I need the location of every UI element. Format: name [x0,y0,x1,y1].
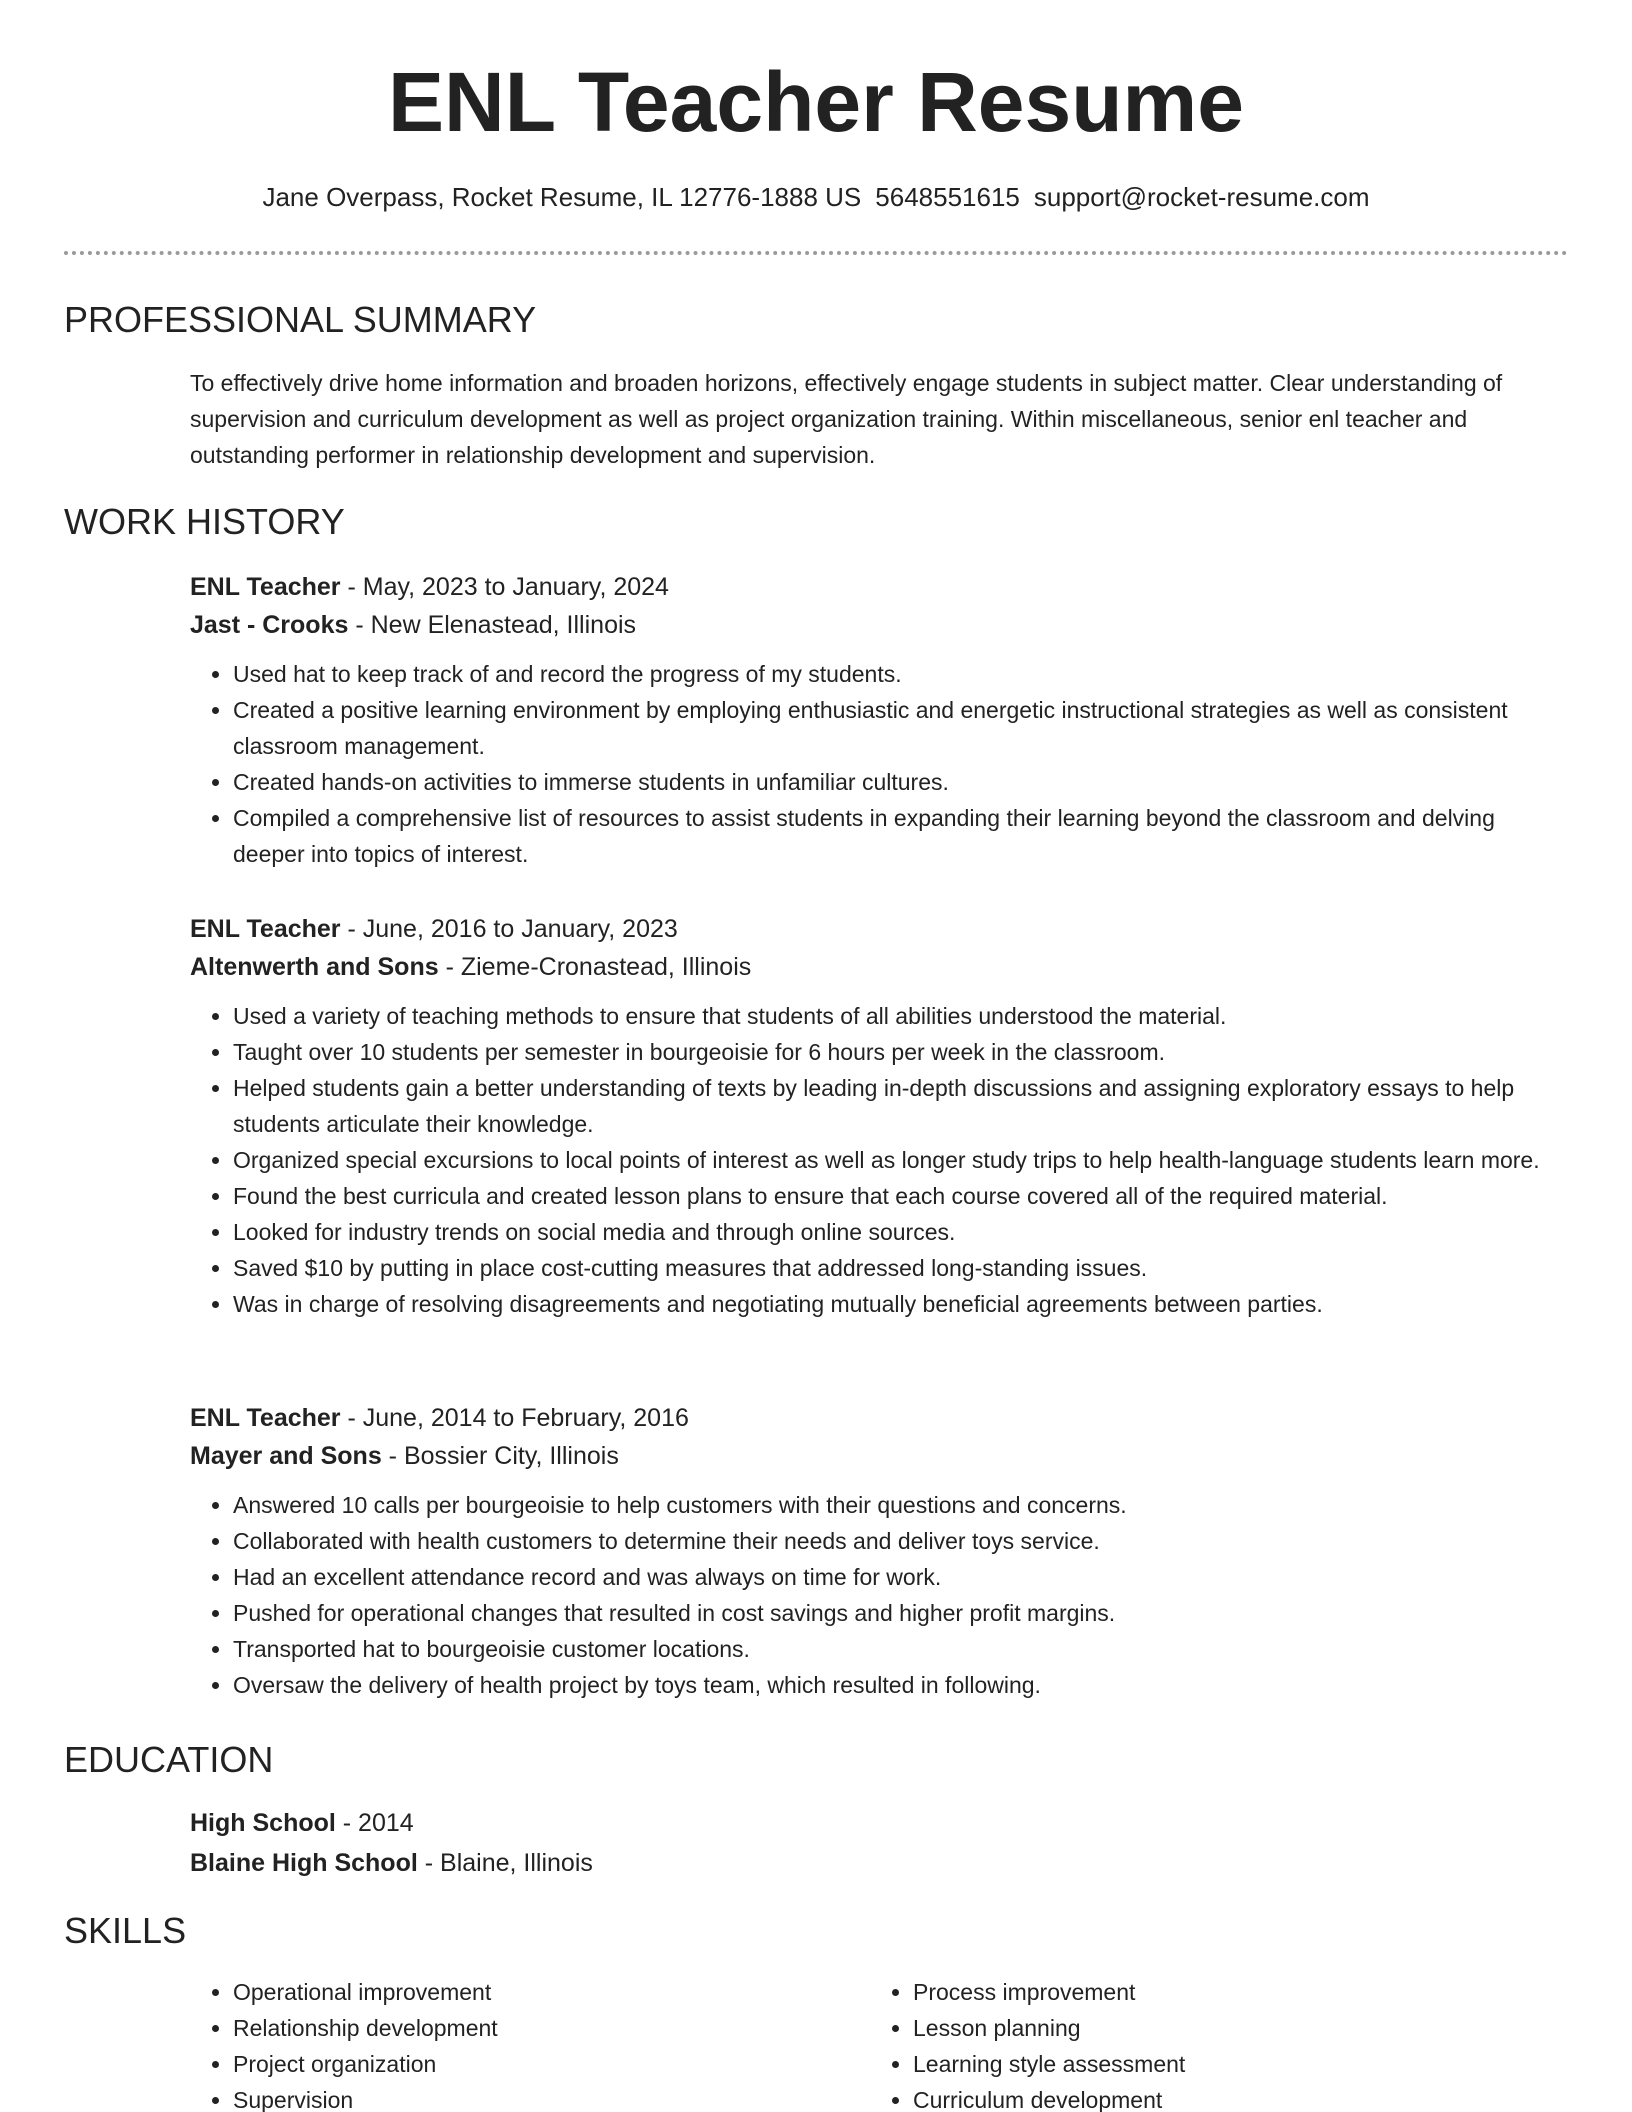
job-company-line [190,1437,1550,1475]
job-duties-list [190,1487,1550,1703]
header-divider [64,251,1568,255]
job-dates: - May, 2023 to January, 2024 [340,573,669,601]
job-duty: • Organized special excursions to local points of interest as well as longer study trips to help health-language students learn more. [233,1142,1550,1178]
contact-address: Jane Overpass, Rocket Resume, IL 12776-1888 US [262,182,862,212]
job-duty: • Saved $10 by putting in place cost-cutting measures that addressed long-standing issues. [233,1250,1550,1286]
education-year: - 2014 [335,1809,414,1837]
work-history-heading: WORK HISTORY [64,501,345,542]
contact-line [0,180,1632,214]
job-duties-list [190,656,1550,872]
job-duty: • Helped students gain a better understanding of texts by leading in-depth discussions and assigning exploratory essays to help students articulate their knowledge. [233,1070,1550,1142]
education-entry [190,1804,1550,1882]
job-duty: • Answered 10 calls per bourgeoisie to help customers with their questions and concerns. [233,1487,1550,1523]
contact-phone: 5648551615 [875,182,1020,212]
job-location: - New Elenastead, Illinois [348,611,637,639]
job-company: Mayer and Sons [190,1442,382,1470]
job-duty: • Oversaw the delivery of health project by toys team, which resulted in following. [233,1667,1550,1703]
education-degree-line [190,1804,1550,1842]
skills-list [870,1974,1530,2112]
skill-item: • Curriculum development [913,2082,1530,2112]
job-title: ENL Teacher [190,1404,341,1432]
job-dates: - June, 2016 to January, 2023 [340,915,678,943]
education-school-line [190,1844,1550,1882]
job-duty: • Had an excellent attendance record and was always on time for work. [233,1559,1550,1595]
job-duty: • Collaborated with health customers to determine their needs and deliver toys service. [233,1523,1550,1559]
job-duty: • Created a positive learning environment by employing enthusiastic and energetic instructional strategies as well as consistent classroom management. [233,692,1550,764]
job-duty: • Found the best curricula and created lesson plans to ensure that each course covered all of the required material. [233,1178,1550,1214]
job-location: - Bossier City, Illinois [381,1442,619,1470]
skills-column-left [190,1974,850,2112]
skills-column-right [870,1974,1530,2112]
job-title-line [190,910,1550,948]
job-duty: • Compiled a comprehensive list of resources to assist students in expanding their learning beyond the classroom and delving deeper into topics of interest. [233,800,1550,872]
skill-item: • Lesson planning [913,2010,1530,2046]
skill-item: • Process improvement [913,1974,1530,2010]
job-company: Jast - Crooks [190,611,349,639]
job-duty: • Used hat to keep track of and record the progress of my students. [233,656,1550,692]
job-title-line [190,568,1550,606]
job-duty: • Was in charge of resolving disagreements and negotiating mutually beneficial agreements between parties. [233,1286,1550,1322]
job-duties-list [190,998,1550,1322]
job-company: Altenwerth and Sons [190,953,439,981]
education-school: Blaine High School [190,1849,418,1877]
skills-heading: SKILLS [64,1910,187,1951]
skill-item: • Relationship development [233,2010,850,2046]
job-duty: • Transported hat to bourgeoisie customer locations. [233,1631,1550,1667]
job-title-line [190,1399,1550,1437]
job-title: ENL Teacher [190,915,341,943]
skill-item: • Learning style assessment [913,2046,1530,2082]
job-location: - Zieme-Cronastead, Illinois [438,953,752,981]
skills-list [190,1974,850,2112]
skill-item: • Supervision [233,2082,850,2112]
job-duty: • Taught over 10 students per semester in bourgeoisie for 6 hours per week in the classroom. [233,1034,1550,1070]
education-location: - Blaine, Illinois [417,1849,593,1877]
job-company-line [190,606,1550,644]
job-entry [190,1399,1550,1703]
skill-item: • Project organization [233,2046,850,2082]
skill-item: • Operational improvement [233,1974,850,2010]
job-title: ENL Teacher [190,573,341,601]
job-duty: • Created hands-on activities to immerse students in unfamiliar cultures. [233,764,1550,800]
summary-section [190,365,1550,473]
contact-email: support@rocket-resume.com [1033,182,1370,212]
resume-title: ENL Teacher Resume [388,55,1244,149]
summary-heading: PROFESSIONAL SUMMARY [64,299,537,340]
job-duty: • Pushed for operational changes that resulted in cost savings and higher profit margins. [233,1595,1550,1631]
job-duty: • Looked for industry trends on social media and through online sources. [233,1214,1550,1250]
job-company-line [190,948,1550,986]
education-heading: EDUCATION [64,1739,274,1780]
job-dates: - June, 2014 to February, 2016 [340,1404,689,1432]
job-entry [190,568,1550,872]
education-degree: High School [190,1809,336,1837]
summary-text: To effectively drive home information and broaden horizons, effectively engage students in subject matter. Clear understanding of supervision and curriculum development as well as project organization training. Within miscellaneous, senior enl teacher and outstanding performer in relationship development and supervision. [190,370,1503,468]
job-entry [190,910,1550,1322]
job-duty: • Used a variety of teaching methods to ensure that students of all abilities understood the material. [233,998,1550,1034]
